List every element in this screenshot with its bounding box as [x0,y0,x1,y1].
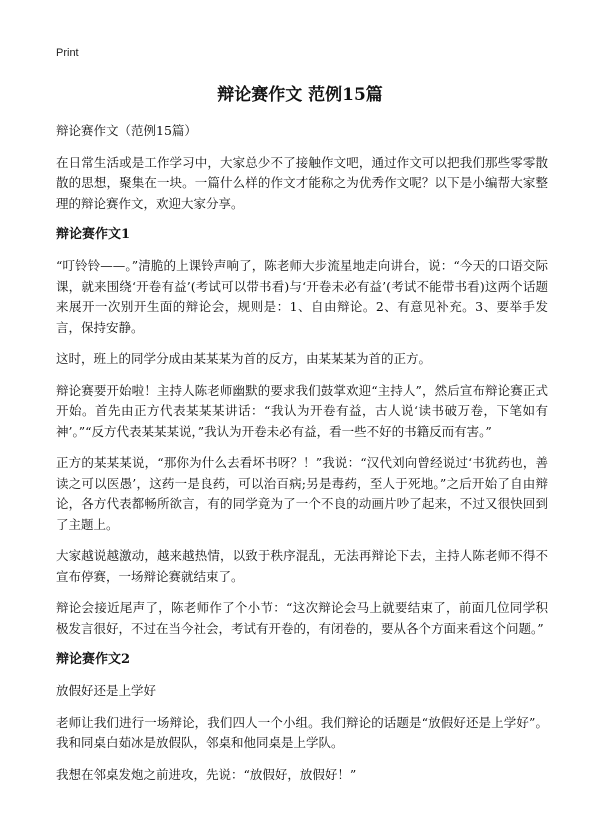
section-1-paragraph: 正方的某某某说，“那你为什么去看坏书呀？！”我说：“汉代刘向曾经说过‘书犹药也，善读之可以医愚’，这药一是良药，可以治百病;另是毒药，至人于死地。”之后开始了自由辩论，各方代表都畅所欲言，有的同学竟为了一个不良的动画片吵了起来，不过又很快回到了主题上。 [56,455,548,532]
section-2-paragraph: 放假好还是上学好 [56,683,157,698]
document-title: 辩论赛作文 范例15篇 [217,85,383,105]
print-label: Print [56,47,79,59]
section-1-paragraph: 辩论会接近尾声了，陈老师作了个小节：“这次辩论会马上就要结束了，前面几位同学积极发言很好，不过在当今社会，考试有开卷的，有闭卷的，要从各个方面来看这个问题。” [56,600,548,636]
document-subtitle: 辩论赛作文（范例15篇） [56,123,197,138]
section-1-paragraph: 这时，班上的同学分成由某某某为首的反方，由某某某为首的正方。 [56,351,432,366]
section-1-heading: 辩论赛作文1 [56,227,131,242]
section-2-paragraph: 我想在邻桌发炮之前进攻，先说：“放假好，放假好！” [56,766,357,782]
section-2-heading: 辩论赛作文2 [56,652,131,667]
section-1-paragraph: 辩论赛要开始啦！主持人陈老师幽默的要求我们鼓掌欢迎“主持人”，然后宣布辩论赛正式开始。首先由正方代表某某某讲话：“我认为开卷有益，古人说‘读书破万卷，下笔如有神’。”“反方代表某某某说，”我认为开卷未必有益，看一些不好的书籍反而有害。” [56,382,548,439]
intro-paragraph: 在日常生活或是工作学习中，大家总少不了接触作文吧，通过作文可以把我们那些零零散散的思想，聚集在一块。一篇什么样的作文才能称之为优秀作文呢？以下是小编帮大家整理的辩论赛作文，欢迎大家分享。 [56,154,548,211]
section-1-paragraph: 大家越说越激动，越来越热情，以致于秩序混乱，无法再辩论下去，主持人陈老师不得不宣布停赛，一场辩论赛就结束了。 [56,548,548,584]
section-1-paragraph: “叮铃铃——。”清脆的上课铃声响了，陈老师大步流星地走向讲台，说：“今天的口语交际课，就来围绕‘开卷有益’(考试可以带书看)与‘开卷未必有益’(考试不能带书看)这两个话题来展开一次别开生面的辩论会，规则是：1、自由辩论。2、有意见补充。3、要举手发言，保持安静。 [56,258,548,335]
section-2-paragraph: 老师让我们进行一场辩论，我们四人一个小组。我们辩论的话题是“放假好还是上学好”。我和同桌白茹冰是放假队，邻桌和他同桌是上学队。 [56,714,548,750]
document-body [56,121,548,796]
